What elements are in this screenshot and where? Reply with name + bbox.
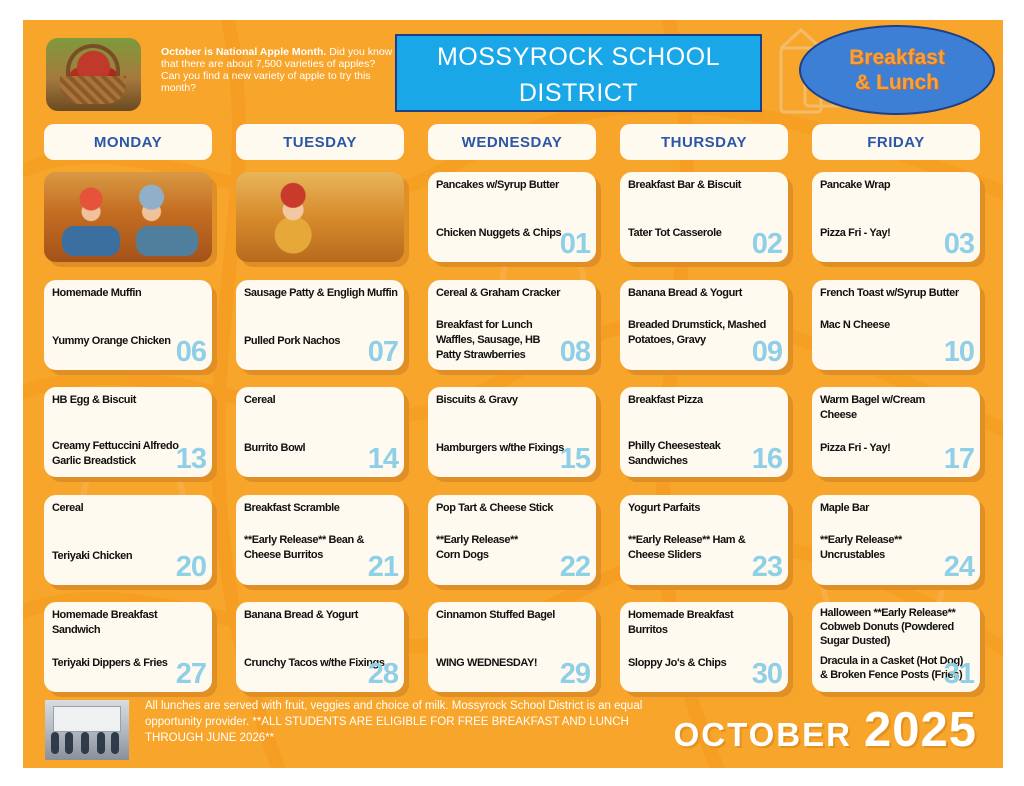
- date-number: 08: [559, 336, 590, 368]
- lunch-item: Teriyaki Dippers & Fries: [52, 657, 168, 669]
- badge-line2: & Lunch: [855, 71, 939, 94]
- date-number: 06: [175, 336, 206, 368]
- breakfast-item: French Toast w/Syrup Butter: [820, 287, 959, 299]
- menu-day-cell: [428, 172, 596, 262]
- day-header-wednesday: WEDNESDAY: [428, 124, 596, 160]
- lunch-item: Crunchy Tacos w/the Fixings: [244, 657, 385, 669]
- date-number: 23: [751, 551, 782, 583]
- breakfast-item: Halloween **Early Release** Cobweb Donuts (Powdered Sugar Dusted): [820, 607, 956, 647]
- lunch-item: Pizza Fri - Yay!: [820, 227, 891, 239]
- lunch-item: Hamburgers w/the Fixings: [436, 442, 564, 454]
- breakfast-item: Banana Bread & Yogurt: [244, 609, 359, 621]
- menu-day-cell: [44, 602, 212, 692]
- lunch-item: Breakfast for Lunch Waffles, Sausage, HB Patty Strawberries: [436, 319, 541, 361]
- menu-day-cell: [812, 387, 980, 477]
- menu-day-cell: [428, 387, 596, 477]
- lunch-item: Breaded Drumstick, Mashed Potatoes, Gravy: [628, 319, 766, 346]
- lunch-item: Teriyaki Chicken: [52, 550, 133, 562]
- breakfast-item: Yogurt Parfaits: [628, 502, 701, 514]
- day-header-thursday: THURSDAY: [620, 124, 788, 160]
- menu-day-cell: [428, 602, 596, 692]
- breakfast-item: Breakfast Pizza: [628, 394, 703, 406]
- breakfast-item: HB Egg & Biscuit: [52, 394, 137, 406]
- breakfast-item: Pop Tart & Cheese Stick: [436, 502, 554, 514]
- apple-basket-photo: [46, 38, 141, 111]
- lunch-item: Burrito Bowl: [244, 442, 306, 454]
- date-number: 15: [559, 443, 590, 475]
- district-title: [395, 34, 762, 112]
- menu-day-cell: [620, 602, 788, 692]
- date-number: 01: [559, 228, 590, 260]
- apple-month-text: Did you know that there are about 7,500 varieties of apples? Can you find a new variety of apple to try this month?: [161, 46, 393, 94]
- breakfast-item: Sausage Patty & Engligh Muffin: [244, 287, 398, 299]
- lunch-item: Sloppy Jo's & Chips: [628, 657, 727, 669]
- month-year-label: [673, 702, 977, 758]
- date-number: 14: [367, 443, 398, 475]
- apple-month-note: [161, 46, 393, 94]
- date-number: 28: [367, 658, 398, 690]
- date-number: 31: [943, 658, 974, 690]
- date-number: 20: [175, 551, 206, 583]
- kids-in-leaves-photo: [44, 172, 212, 262]
- day-header-monday: MONDAY: [44, 124, 212, 160]
- date-number: 30: [751, 658, 782, 690]
- breakfast-item: Homemade Breakfast Sandwich: [52, 609, 158, 636]
- lunch-item: **Early Release** Uncrustables: [820, 534, 902, 561]
- date-number: 02: [751, 228, 782, 260]
- girl-in-leaves-photo: [236, 172, 404, 262]
- menu-day-cell: [428, 495, 596, 585]
- date-number: 24: [943, 551, 974, 583]
- lunch-item: Pizza Fri - Yay!: [820, 442, 891, 454]
- district-title-line1: MOSSYROCK SCHOOL: [436, 43, 721, 71]
- breakfast-item: Cereal & Graham Cracker: [436, 287, 561, 299]
- menu-day-cell: [236, 280, 404, 370]
- date-number: 16: [751, 443, 782, 475]
- menu-day-cell: [236, 387, 404, 477]
- menu-day-cell: [428, 280, 596, 370]
- date-number: 03: [943, 228, 974, 260]
- breakfast-item: Pancakes w/Syrup Butter: [436, 179, 559, 191]
- lunch-item: Philly Cheesesteak Sandwiches: [628, 440, 721, 467]
- breakfast-item: Cinnamon Stuffed Bagel: [436, 609, 555, 621]
- lunch-item: **Early Release** Ham & Cheese Sliders: [628, 534, 746, 561]
- menu-day-cell: [620, 387, 788, 477]
- lunch-item: Mac N Cheese: [820, 319, 890, 331]
- date-number: 07: [367, 336, 398, 368]
- menu-day-cell: [236, 495, 404, 585]
- menu-day-cell: [620, 280, 788, 370]
- menu-day-cell: [44, 495, 212, 585]
- lunch-item: Pulled Pork Nachos: [244, 335, 341, 347]
- lunch-item: **Early Release** Bean & Cheese Burritos: [244, 534, 365, 561]
- menu-day-cell: [812, 280, 980, 370]
- breakfast-item: Homemade Breakfast Burritos: [628, 609, 734, 636]
- breakfast-lunch-badge: [799, 25, 995, 115]
- menu-day-cell: [44, 280, 212, 370]
- year-label: 2025: [863, 703, 977, 757]
- apple-month-heading: October is National Apple Month.: [161, 46, 327, 58]
- footer-note: All lunches are served with fruit, veggies and choice of milk. Mossyrock School District is an equal opportunity provider. **ALL STUDENTS ARE ELIGIBLE FOR FREE BREAKFAST AND LUNCH THROUGH JUNE 2026**: [145, 700, 643, 744]
- menu-day-cell: [44, 387, 212, 477]
- breakfast-item: Cereal: [244, 394, 276, 406]
- lunch-item: Creamy Fettuccini Alfredo Garlic Breadstick: [52, 440, 179, 467]
- date-number: 17: [943, 443, 974, 475]
- date-number: 22: [559, 551, 590, 583]
- lunch-item: Tater Tot Casserole: [628, 227, 722, 239]
- breakfast-item: Pancake Wrap: [820, 179, 891, 191]
- menu-calendar: [23, 20, 1003, 768]
- menu-day-cell: [812, 172, 980, 262]
- breakfast-item: Breakfast Bar & Biscuit: [628, 179, 742, 191]
- district-title-line2: DISTRICT: [518, 79, 639, 107]
- breakfast-item: Homemade Muffin: [52, 287, 142, 299]
- day-header-tuesday: TUESDAY: [236, 124, 404, 160]
- breakfast-item: Maple Bar: [820, 502, 869, 514]
- breakfast-item: Biscuits & Gravy: [436, 394, 518, 406]
- breakfast-item: Cereal: [52, 502, 84, 514]
- menu-day-cell: [620, 172, 788, 262]
- date-number: 09: [751, 336, 782, 368]
- date-number: 27: [175, 658, 206, 690]
- day-header-friday: FRIDAY: [812, 124, 980, 160]
- month-label: OCTOBER: [673, 716, 852, 753]
- date-number: 10: [943, 336, 974, 368]
- lunch-item: Chicken Nuggets & Chips: [436, 227, 562, 239]
- menu-day-cell: [812, 602, 980, 692]
- lunch-item: **Early Release** Corn Dogs: [436, 534, 518, 561]
- date-number: 13: [175, 443, 206, 475]
- badge-line1: Breakfast: [849, 46, 945, 69]
- lunch-item: Yummy Orange Chicken: [52, 335, 171, 347]
- menu-day-cell: [236, 602, 404, 692]
- menu-day-cell: [812, 495, 980, 585]
- menu-day-cell: [620, 495, 788, 585]
- date-number: 29: [559, 658, 590, 690]
- lunch-item: WING WEDNESDAY!: [436, 657, 538, 669]
- school-kids-photo: [45, 700, 129, 760]
- breakfast-item: Banana Bread & Yogurt: [628, 287, 743, 299]
- lunch-item: Dracula in a Casket (Hot Dog) & Broken Fence Posts (Fries): [820, 655, 964, 681]
- breakfast-item: Breakfast Scramble: [244, 502, 340, 514]
- date-number: 21: [367, 551, 398, 583]
- breakfast-item: Warm Bagel w/Cream Cheese: [820, 394, 925, 421]
